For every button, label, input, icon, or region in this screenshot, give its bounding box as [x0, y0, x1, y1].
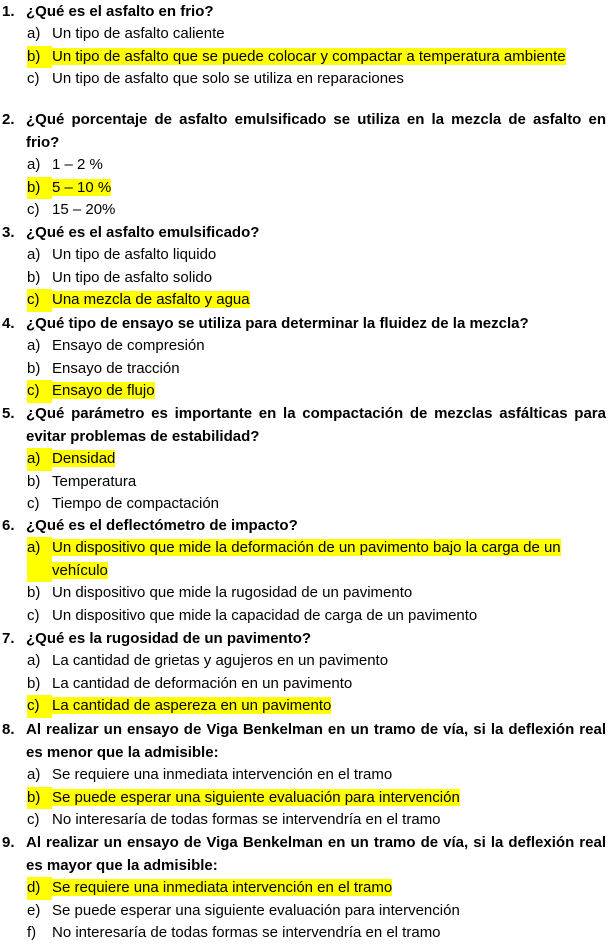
option-text-highlighted: Una mezcla de asfalto y agua: [52, 291, 250, 309]
question-text: ¿Qué es el asfalto emulsificado?: [26, 224, 260, 241]
question-text: ¿Qué es la rugosidad de un pavimento?: [26, 630, 312, 647]
option-letter: c): [27, 289, 52, 312]
option-item: [27, 358, 608, 381]
question-3: [0, 221, 608, 312]
option-item: [27, 809, 608, 832]
option-text-highlighted: Un tipo de asfalto que se puede colocar y compactar a temperatura ambiente: [52, 47, 566, 65]
option-letter: d): [27, 877, 52, 900]
option-letter: b): [27, 787, 52, 810]
option-item: [27, 471, 608, 494]
option-letter: a): [27, 448, 52, 471]
question-8: [0, 718, 608, 832]
option-letter: b): [27, 584, 41, 602]
option-item: [27, 695, 608, 718]
question-number: 7.: [2, 630, 15, 647]
question-number: 8.: [2, 721, 15, 738]
option-text-highlighted: 5 – 10 %: [52, 178, 112, 196]
option-letter: a): [27, 156, 41, 173]
question-text: ¿Qué parámetro es importante en la compactación de mezclas asfálticas para evitar problemas de estabilidad?: [26, 405, 606, 445]
option-text: La cantidad de deformación en un pavimento: [52, 674, 353, 692]
option-text: Un tipo de asfalto solido: [52, 268, 213, 286]
question-4: [0, 312, 608, 403]
option-letter: a): [27, 766, 41, 783]
question-text: Al realizar un ensayo de Viga Benkelman en un tramo de vía, si la deflexión real es mayor que la admisible:: [26, 834, 606, 874]
option-text: Un dispositivo que mide la rugosidad de un pavimento: [52, 584, 413, 602]
option-item: [27, 177, 608, 200]
option-item: [27, 23, 608, 46]
question-text: ¿Qué tipo de ensayo se utiliza para determinar la fluidez de la mezcla?: [26, 315, 529, 332]
question-number: 6.: [2, 517, 15, 534]
option-letter: b): [27, 46, 52, 69]
option-letter: b): [27, 359, 41, 377]
option-text: Tiempo de compactación: [52, 495, 220, 513]
question-5: [0, 402, 608, 516]
option-item: [27, 154, 608, 177]
option-letter: a): [27, 25, 41, 42]
option-letter: c): [27, 380, 52, 403]
option-text: 1 – 2 %: [52, 156, 103, 173]
option-letter: a): [27, 537, 52, 582]
option-text: Se requiere una inmediata intervención en el tramo: [52, 766, 393, 783]
option-text-highlighted: Un dispositivo que mide la deformación de un pavimento bajo la carga de un vehículo: [52, 539, 561, 579]
option-letter: a): [27, 652, 41, 669]
option-letter: c): [27, 606, 40, 624]
option-text-highlighted: La cantidad de aspereza en un pavimento: [52, 697, 332, 715]
option-letter: b): [27, 674, 41, 692]
option-text: No interesaría de todas formas se intervendría en el tramo: [52, 924, 441, 942]
option-item: [27, 289, 608, 312]
option-item: [27, 448, 608, 471]
option-text-highlighted: Se puede esperar una siguiente evaluación para intervención: [52, 788, 460, 806]
question-number: 5.: [2, 405, 15, 422]
option-letter: c): [27, 70, 40, 88]
option-text: Un tipo de asfalto que solo se utiliza en reparaciones: [52, 70, 404, 88]
option-item: [27, 877, 608, 900]
option-item: [27, 605, 608, 628]
question-text: Al realizar un ensayo de Viga Benkelman en un tramo de vía, si la deflexión real es menor que la admisible:: [26, 721, 606, 761]
option-text: 15 – 20%: [52, 201, 116, 219]
option-letter: c): [27, 495, 40, 513]
option-text: Un dispositivo que mide la capacidad de carga de un pavimento: [52, 606, 478, 624]
option-item: [27, 335, 608, 358]
option-item: [27, 764, 608, 787]
option-item: [27, 46, 608, 69]
option-item: [27, 650, 608, 673]
option-text: Temperatura: [52, 472, 137, 490]
question-number: 1.: [2, 3, 15, 20]
option-item: [27, 244, 608, 267]
question-number: 3.: [2, 224, 15, 241]
option-letter: c): [27, 201, 40, 219]
option-item: [27, 900, 608, 923]
option-letter: f): [27, 924, 37, 942]
question-9: [0, 831, 608, 945]
question-text: ¿Qué es el deflectómetro de impacto?: [26, 517, 298, 534]
option-letter: b): [27, 268, 41, 286]
option-text: La cantidad de grietas y agujeros en un pavimento: [52, 652, 389, 669]
option-letter: e): [27, 901, 41, 919]
option-text: Ensayo de compresión: [52, 337, 205, 354]
option-item: [27, 493, 608, 516]
question-2: [0, 108, 608, 222]
question-text: ¿Qué es el asfalto en frio?: [26, 3, 214, 20]
option-text-highlighted: Densidad: [52, 450, 116, 467]
option-text-highlighted: Ensayo de flujo: [52, 382, 155, 400]
option-item: [27, 582, 608, 605]
option-item: [27, 537, 608, 582]
option-letter: c): [27, 695, 52, 718]
option-text: Se puede esperar una siguiente evaluación para intervención: [52, 901, 460, 919]
option-text-highlighted: Se requiere una inmediata intervención en el tramo: [52, 879, 393, 896]
option-item: [27, 787, 608, 810]
option-text: Un tipo de asfalto liquido: [52, 246, 217, 263]
question-number: 9.: [2, 834, 15, 851]
option-letter: b): [27, 177, 52, 200]
question-7: [0, 627, 608, 718]
question-number: 4.: [2, 315, 15, 332]
option-item: [27, 922, 608, 945]
option-letter: c): [27, 811, 40, 829]
option-item: [27, 267, 608, 290]
option-item: [27, 68, 608, 91]
option-text: Ensayo de tracción: [52, 359, 180, 377]
question-number: 2.: [2, 111, 15, 128]
question-1: [0, 0, 608, 91]
option-text: No interesaría de todas formas se intervendría en el tramo: [52, 811, 441, 829]
option-letter: a): [27, 337, 41, 354]
option-item: [27, 673, 608, 696]
option-text: Un tipo de asfalto caliente: [52, 25, 225, 42]
question-6: [0, 514, 608, 627]
option-letter: a): [27, 246, 41, 263]
option-item: [27, 380, 608, 403]
question-text: ¿Qué porcentaje de asfalto emulsificado se utiliza en la mezcla de asfalto en frio?: [26, 111, 606, 151]
option-letter: b): [27, 472, 41, 490]
option-item: [27, 199, 608, 222]
